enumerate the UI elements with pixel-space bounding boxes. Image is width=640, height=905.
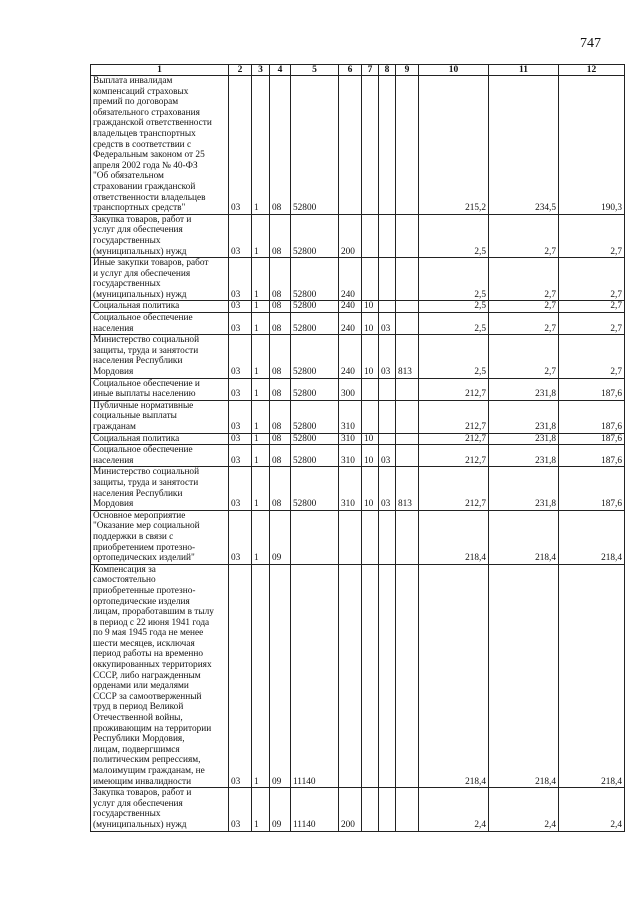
amount-year1: 2,4: [419, 788, 489, 831]
chapter-code: 10: [362, 433, 379, 445]
expense-type-code: 200: [339, 788, 362, 831]
program-code: 08: [270, 335, 291, 378]
row-name: Министерство социальной защиты, труда и занятости населения Республики Мордовия: [91, 467, 229, 510]
section-code: 03: [229, 788, 252, 831]
table-row: [91, 378, 625, 400]
table-row: [91, 301, 625, 313]
chapter-code: [362, 76, 379, 215]
ministry-code: [396, 788, 419, 831]
expense-type-code: [339, 510, 362, 564]
amount-year2: 2,7: [489, 214, 559, 257]
amount-year3: 187,6: [559, 467, 625, 510]
amount-year3: 2,7: [559, 214, 625, 257]
program-code: 08: [270, 467, 291, 510]
amount-year1: 2,5: [419, 258, 489, 301]
sub-chapter-code: [379, 301, 396, 313]
amount-year3: 2,7: [559, 258, 625, 301]
program-code: 08: [270, 301, 291, 313]
amount-year3: 187,6: [559, 400, 625, 433]
subsection-code: 1: [252, 510, 270, 564]
program-code: 08: [270, 378, 291, 400]
column-header: 6: [339, 65, 362, 76]
column-header: 10: [419, 65, 489, 76]
amount-year1: 2,5: [419, 313, 489, 335]
amount-year3: 2,7: [559, 313, 625, 335]
table-header-row: [91, 65, 625, 76]
ministry-code: [396, 433, 419, 445]
chapter-code: [362, 258, 379, 301]
section-code: 03: [229, 258, 252, 301]
amount-year2: 2,7: [489, 313, 559, 335]
ministry-code: [396, 400, 419, 433]
ministry-code: [396, 214, 419, 257]
amount-year1: 2,5: [419, 335, 489, 378]
column-header: 5: [291, 65, 339, 76]
expense-type-code: 240: [339, 313, 362, 335]
amount-year3: 187,6: [559, 433, 625, 445]
amount-year2: 218,4: [489, 564, 559, 787]
section-code: 03: [229, 313, 252, 335]
subsection-code: 1: [252, 335, 270, 378]
subsection-code: 1: [252, 564, 270, 787]
sub-chapter-code: [379, 510, 396, 564]
amount-year2: 231,8: [489, 378, 559, 400]
amount-year2: 2,7: [489, 335, 559, 378]
target-code: 52800: [291, 467, 339, 510]
program-code: 08: [270, 445, 291, 467]
amount-year3: 2,7: [559, 335, 625, 378]
sub-chapter-code: [379, 378, 396, 400]
target-code: 11140: [291, 788, 339, 831]
subsection-code: 1: [252, 400, 270, 433]
amount-year1: 215,2: [419, 76, 489, 215]
section-code: 03: [229, 445, 252, 467]
amount-year1: 212,7: [419, 378, 489, 400]
sub-chapter-code: [379, 433, 396, 445]
ministry-code: [396, 510, 419, 564]
column-header: 4: [270, 65, 291, 76]
column-header: 11: [489, 65, 559, 76]
row-name: Компенсация за самостоятельно приобретенные протезно- ортопедические изделия лицам, проработавшим в тылу в период с 22 июня 1941 года по 9 мая 1945 года не менее шести месяцев, исключая период работы на временно оккупированных территориях СССР, либо награжденным орденами или медалями СССР за самоотверженный труд в период Великой Отечественной войны, проживающим на территории Республики Мордовия, лицам, подвергшимся политическим репрессиям, малоимущим гражданам, не имеющим инвалидности: [91, 564, 229, 787]
subsection-code: 1: [252, 788, 270, 831]
chapter-code: [362, 214, 379, 257]
target-code: 52800: [291, 313, 339, 335]
subsection-code: 1: [252, 378, 270, 400]
row-name: Социальное обеспечение населения: [91, 313, 229, 335]
row-name: Министерство социальной защиты, труда и занятости населения Республики Мордовия: [91, 335, 229, 378]
table-row: [91, 400, 625, 433]
amount-year3: 218,4: [559, 564, 625, 787]
section-code: 03: [229, 335, 252, 378]
row-name: Социальная политика: [91, 301, 229, 313]
target-code: 52800: [291, 378, 339, 400]
program-code: 08: [270, 400, 291, 433]
target-code: 52800: [291, 433, 339, 445]
section-code: 03: [229, 510, 252, 564]
amount-year2: 231,8: [489, 445, 559, 467]
amount-year2: 231,8: [489, 467, 559, 510]
section-code: 03: [229, 301, 252, 313]
sub-chapter-code: 03: [379, 335, 396, 378]
amount-year3: 187,6: [559, 445, 625, 467]
row-name: Публичные нормативные социальные выплаты гражданам: [91, 400, 229, 433]
column-header: 12: [559, 65, 625, 76]
program-code: 08: [270, 258, 291, 301]
sub-chapter-code: [379, 258, 396, 301]
table-row: [91, 433, 625, 445]
amount-year1: 2,5: [419, 301, 489, 313]
chapter-code: [362, 510, 379, 564]
section-code: 03: [229, 214, 252, 257]
expense-type-code: [339, 564, 362, 787]
table-row: [91, 788, 625, 831]
chapter-code: 10: [362, 313, 379, 335]
section-code: 03: [229, 76, 252, 215]
amount-year1: 212,7: [419, 433, 489, 445]
row-name: Социальная политика: [91, 433, 229, 445]
amount-year2: 2,7: [489, 301, 559, 313]
target-code: [291, 510, 339, 564]
section-code: 03: [229, 433, 252, 445]
expense-type-code: 240: [339, 301, 362, 313]
amount-year2: 2,4: [489, 788, 559, 831]
expense-type-code: 310: [339, 445, 362, 467]
expense-type-code: 310: [339, 400, 362, 433]
chapter-code: [362, 378, 379, 400]
ministry-code: [396, 378, 419, 400]
expense-type-code: 310: [339, 433, 362, 445]
ministry-code: 813: [396, 467, 419, 510]
target-code: 52800: [291, 335, 339, 378]
sub-chapter-code: [379, 76, 396, 215]
row-name: Закупка товаров, работ и услуг для обеспечения государственных (муниципальных) нужд: [91, 214, 229, 257]
ministry-code: [396, 445, 419, 467]
amount-year3: 187,6: [559, 378, 625, 400]
amount-year2: 234,5: [489, 76, 559, 215]
row-name: Выплата инвалидам компенсаций страховых премий по договорам обязательного страхования гражданской ответственности владельцев транспортных средств в соответствии с Федеральным законом от 25 апреля 2002 года № 40-ФЗ "Об обязательном страховании гражданской ответственности владельцев транспортных средств": [91, 76, 229, 215]
program-code: 09: [270, 788, 291, 831]
table-row: [91, 510, 625, 564]
subsection-code: 1: [252, 76, 270, 215]
amount-year2: 231,8: [489, 433, 559, 445]
amount-year1: 218,4: [419, 564, 489, 787]
subsection-code: 1: [252, 433, 270, 445]
amount-year1: 2,5: [419, 214, 489, 257]
amount-year2: 231,8: [489, 400, 559, 433]
subsection-code: 1: [252, 313, 270, 335]
amount-year3: 2,4: [559, 788, 625, 831]
row-name: Социальное обеспечение населения: [91, 445, 229, 467]
ministry-code: 813: [396, 335, 419, 378]
expense-type-code: 300: [339, 378, 362, 400]
sub-chapter-code: 03: [379, 313, 396, 335]
chapter-code: 10: [362, 335, 379, 378]
expense-type-code: 240: [339, 335, 362, 378]
amount-year1: 212,7: [419, 400, 489, 433]
section-code: 03: [229, 467, 252, 510]
section-code: 03: [229, 564, 252, 787]
expense-type-code: 310: [339, 467, 362, 510]
target-code: 52800: [291, 258, 339, 301]
row-name: Иные закупки товаров, работ и услуг для обеспечения государственных (муниципальных) нужд: [91, 258, 229, 301]
ministry-code: [396, 313, 419, 335]
sub-chapter-code: [379, 564, 396, 787]
target-code: 52800: [291, 400, 339, 433]
amount-year1: 212,7: [419, 445, 489, 467]
subsection-code: 1: [252, 467, 270, 510]
expense-type-code: [339, 76, 362, 215]
chapter-code: 10: [362, 445, 379, 467]
column-header: 8: [379, 65, 396, 76]
program-code: 08: [270, 433, 291, 445]
page-number: 747: [580, 36, 601, 51]
amount-year3: 218,4: [559, 510, 625, 564]
program-code: 08: [270, 214, 291, 257]
program-code: 08: [270, 313, 291, 335]
row-name: Основное мероприятие "Оказание мер социальной поддержки в связи с приобретением протезно- ортопедических изделий": [91, 510, 229, 564]
amount-year2: 218,4: [489, 510, 559, 564]
chapter-code: [362, 788, 379, 831]
row-name: Социальное обеспечение и иные выплаты населению: [91, 378, 229, 400]
target-code: 52800: [291, 301, 339, 313]
table-row: [91, 214, 625, 257]
amount-year1: 218,4: [419, 510, 489, 564]
ministry-code: [396, 301, 419, 313]
amount-year2: 2,7: [489, 258, 559, 301]
table-row: [91, 313, 625, 335]
chapter-code: 10: [362, 301, 379, 313]
column-header: 7: [362, 65, 379, 76]
table-row: [91, 76, 625, 215]
section-code: 03: [229, 400, 252, 433]
expense-type-code: 240: [339, 258, 362, 301]
program-code: 09: [270, 564, 291, 787]
column-header: 3: [252, 65, 270, 76]
sub-chapter-code: [379, 400, 396, 433]
row-name: Закупка товаров, работ и услуг для обеспечения государственных (муниципальных) нужд: [91, 788, 229, 831]
sub-chapter-code: [379, 214, 396, 257]
column-header: 1: [91, 65, 229, 76]
target-code: 11140: [291, 564, 339, 787]
ministry-code: [396, 258, 419, 301]
program-code: 08: [270, 76, 291, 215]
amount-year3: 2,7: [559, 301, 625, 313]
subsection-code: 1: [252, 258, 270, 301]
subsection-code: 1: [252, 214, 270, 257]
amount-year3: 190,3: [559, 76, 625, 215]
section-code: 03: [229, 378, 252, 400]
program-code: 09: [270, 510, 291, 564]
table-row: [91, 467, 625, 510]
chapter-code: [362, 400, 379, 433]
chapter-code: [362, 564, 379, 787]
sub-chapter-code: 03: [379, 467, 396, 510]
column-header: 2: [229, 65, 252, 76]
sub-chapter-code: [379, 788, 396, 831]
subsection-code: 1: [252, 445, 270, 467]
target-code: 52800: [291, 214, 339, 257]
chapter-code: 10: [362, 467, 379, 510]
table-row: [91, 258, 625, 301]
expense-type-code: 200: [339, 214, 362, 257]
ministry-code: [396, 564, 419, 787]
sub-chapter-code: 03: [379, 445, 396, 467]
column-header: 9: [396, 65, 419, 76]
table-row: [91, 445, 625, 467]
subsection-code: 1: [252, 301, 270, 313]
table-row: [91, 564, 625, 787]
ministry-code: [396, 76, 419, 215]
budget-table: [90, 64, 625, 832]
table-body: [91, 76, 625, 832]
table-row: [91, 335, 625, 378]
target-code: 52800: [291, 76, 339, 215]
target-code: 52800: [291, 445, 339, 467]
amount-year1: 212,7: [419, 467, 489, 510]
